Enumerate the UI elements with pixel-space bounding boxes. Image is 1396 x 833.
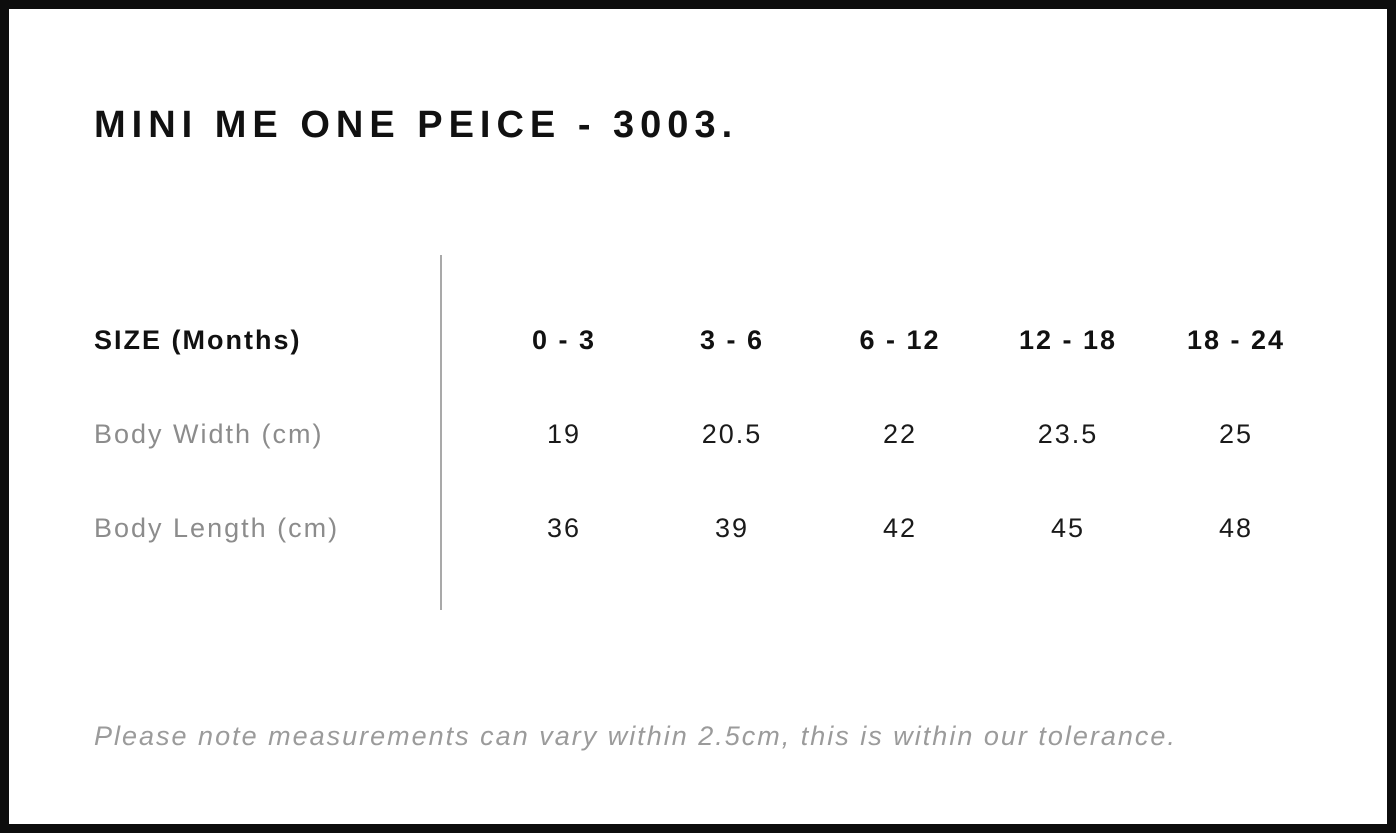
- body-width-row-label: Body Width (cm): [94, 418, 324, 449]
- size-column-0-3: 0 - 3: [531, 324, 597, 355]
- body-width-value-18-24: 25: [1218, 418, 1254, 449]
- body-length-row-label: Body Length (cm): [94, 512, 340, 543]
- body-width-value-3-6: 20.5: [701, 418, 763, 449]
- size-column-3-6: 3 - 6: [699, 324, 765, 355]
- body-length-value-3-6: 39: [714, 512, 750, 543]
- size-header-label: SIZE (Months): [94, 324, 302, 355]
- body-length-value-12-18: 45: [1050, 512, 1086, 543]
- size-column-18-24: 18 - 24: [1186, 324, 1286, 355]
- tolerance-footnote: Please note measurements can vary within 2.5cm, this is within our tolerance.: [94, 721, 1177, 751]
- size-column-12-18: 12 - 18: [1018, 324, 1118, 355]
- page-title: MINI ME ONE PEICE - 3003.: [94, 104, 739, 146]
- body-width-value-6-12: 22: [882, 418, 918, 449]
- body-length-value-0-3: 36: [546, 512, 582, 543]
- body-length-value-18-24: 48: [1218, 512, 1254, 543]
- size-column-6-12: 6 - 12: [859, 324, 941, 355]
- body-width-value-12-18: 23.5: [1037, 418, 1099, 449]
- size-chart-table: [9, 293, 1320, 575]
- body-width-value-0-3: 19: [546, 418, 582, 449]
- body-length-value-6-12: 42: [882, 512, 918, 543]
